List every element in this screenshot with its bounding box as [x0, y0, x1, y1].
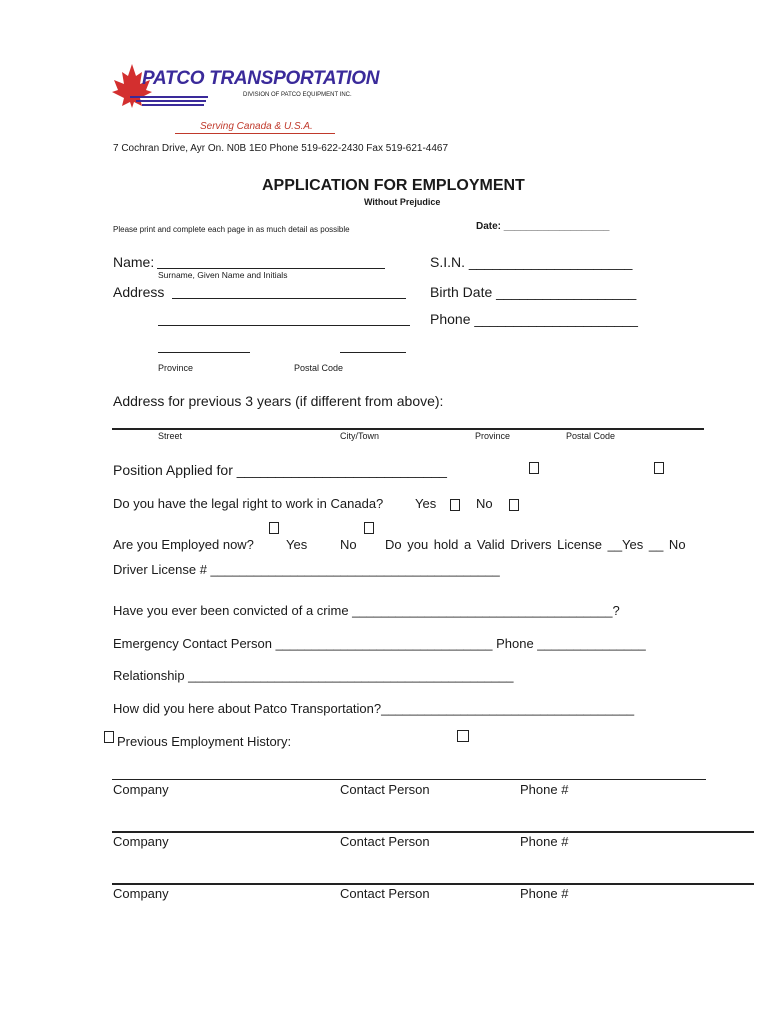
employment-company-1: Company	[113, 782, 169, 797]
prev-address-line[interactable]	[112, 428, 704, 430]
employed-no-label: No	[340, 537, 357, 552]
employment-company-2: Company	[113, 834, 169, 849]
prev-address-heading: Address for previous 3 years (if different from above):	[113, 393, 444, 409]
legal-right-no-label: No	[476, 496, 493, 511]
name-hint: Surname, Given Name and Initials	[158, 270, 288, 280]
address-input-line-2[interactable]	[158, 325, 410, 326]
employment-phone-3: Phone #	[520, 886, 569, 901]
prev-employment-checkbox-left[interactable]	[104, 731, 114, 743]
prev-province-label: Province	[475, 431, 511, 441]
legal-right-question: Do you have the legal right to work in Canada?	[113, 496, 384, 511]
logo-tagline: Serving Canada & U.S.A.	[200, 121, 313, 132]
emergency-contact-field[interactable]: Emergency Contact Person ______________________________ Phone _______________	[113, 636, 646, 651]
birth-date-field[interactable]: Birth Date __________________	[430, 284, 637, 300]
page-subtitle: Without Prejudice	[364, 197, 441, 207]
name-input-line[interactable]	[157, 268, 385, 269]
employment-phone-2: Phone #	[520, 834, 569, 849]
logo-division: DIVISION OF PATCO EQUIPMENT INC.	[243, 92, 352, 98]
relationship-field[interactable]: Relationship _____________________________________________	[113, 668, 514, 683]
logo-stripes	[130, 96, 210, 110]
prev-postal-label: Postal Code	[566, 431, 616, 441]
employment-line-2[interactable]	[112, 831, 754, 833]
position-checkbox-1[interactable]	[529, 462, 539, 474]
date-field[interactable]: Date: ___________________	[476, 221, 610, 232]
prev-city-label: City/Town	[340, 431, 380, 441]
company-address: 7 Cochran Drive, Ayr On. N0B 1E0 Phone 519-622-2430 Fax 519-621-4467	[113, 143, 449, 154]
employed-yes-checkbox[interactable]	[269, 522, 279, 534]
address-input-line-1[interactable]	[172, 298, 406, 299]
legal-right-yes-checkbox[interactable]	[450, 499, 460, 511]
phone-field[interactable]: Phone _____________________	[430, 311, 638, 327]
logo-underline	[175, 133, 335, 134]
prev-street-label: Street	[158, 431, 183, 441]
employment-line-3[interactable]	[112, 883, 754, 885]
name-label: Name:	[113, 254, 155, 270]
postal-code-label: Postal Code	[294, 363, 344, 373]
heard-about-field[interactable]: How did you here about Patco Transportation?___________________________________	[113, 701, 635, 716]
position-field[interactable]: Position Applied for ___________________________	[113, 462, 447, 478]
instruction-text: Please print and complete each page in as much detail as possible	[113, 225, 350, 234]
legal-right-yes-label: Yes	[415, 496, 437, 511]
prev-employment-checkbox-right[interactable]	[457, 730, 469, 742]
employment-line-1[interactable]	[112, 779, 706, 780]
employed-question: Are you Employed now?	[113, 537, 254, 552]
company-logo-title: PATCO TRANSPORTATION	[142, 68, 380, 89]
employment-contact-2: Contact Person	[340, 834, 430, 849]
page-title: APPLICATION FOR EMPLOYMENT	[262, 177, 525, 194]
legal-right-no-checkbox[interactable]	[509, 499, 519, 511]
address-label: Address	[113, 284, 165, 300]
crime-question[interactable]: Have you ever been convicted of a crime ____________________________________?	[113, 603, 620, 618]
employed-no-checkbox[interactable]	[364, 522, 374, 534]
employed-yes-label: Yes	[286, 537, 308, 552]
position-checkbox-2[interactable]	[654, 462, 664, 474]
employment-contact-1: Contact Person	[340, 782, 430, 797]
employment-contact-3: Contact Person	[340, 886, 430, 901]
employment-phone-1: Phone #	[520, 782, 569, 797]
province-label: Province	[158, 363, 194, 373]
employment-company-3: Company	[113, 886, 169, 901]
prev-employment-heading: Previous Employment History:	[117, 734, 292, 749]
drivers-license-question[interactable]: Do you hold a Valid Drivers License __Yes __ No	[385, 537, 686, 552]
province-input-line[interactable]	[158, 352, 250, 353]
postal-code-input-line[interactable]	[340, 352, 406, 353]
sin-field[interactable]: S.I.N. _____________________	[430, 254, 633, 270]
drivers-license-number-field[interactable]: Driver License # ________________________________________	[113, 562, 500, 577]
